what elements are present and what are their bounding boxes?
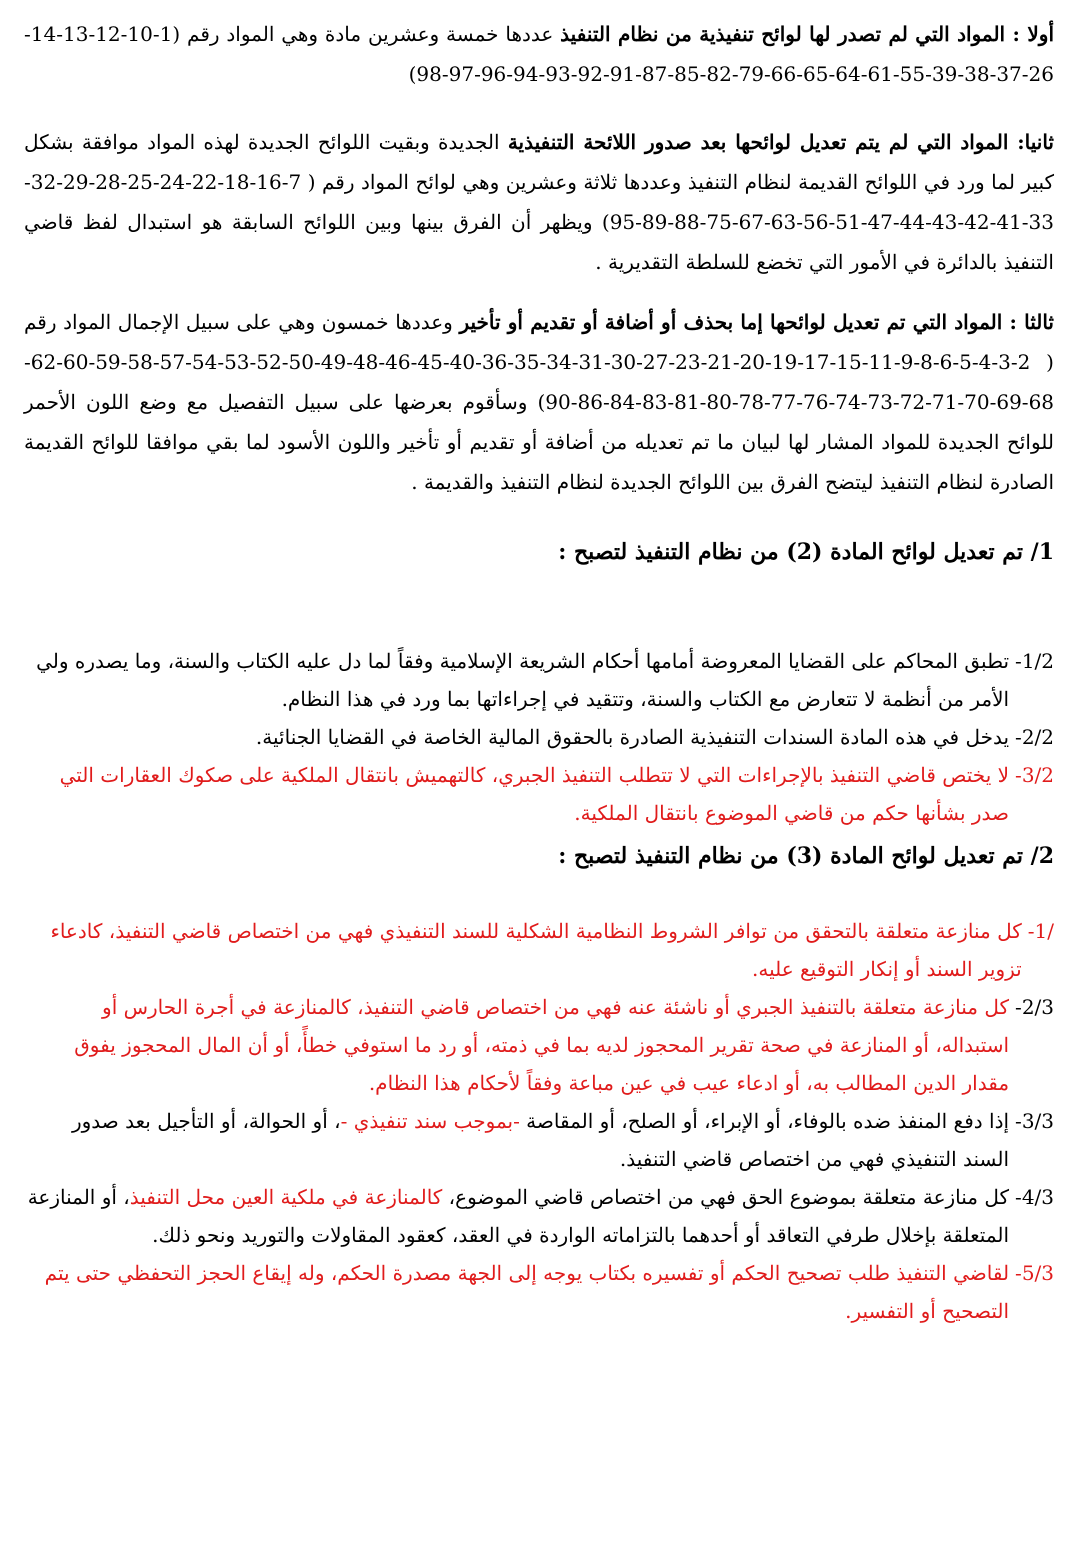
list-item-new: [24, 756, 1054, 832]
section2-paragraph: [24, 122, 1054, 282]
article2-heading: 1/ تم تعديل لوائح المادة (2) من نظام التنفيذ لتصبح :: [558, 539, 1054, 565]
item-number: 3/3-: [1015, 1109, 1054, 1133]
item-number: 3/2-: [1015, 763, 1054, 787]
list-item: [24, 1178, 1054, 1254]
list-item-new: [24, 912, 1054, 988]
section2-text: الجديدة وبقيت اللوائح الجديدة لهذه المواد موافقة بشكل كبير لما ورد في اللوائح القديمة لنظام التنفيذ وعددها ثلاثة وعشرين وهي لوائح المواد رقم ( 7-16-18-22-24-25-28-29-32-33-41-42-43-44-47-51-56-63-67-75-88-89-95) ويظهر أن الفرق بينها وبين اللوائح السابقة هو استبدال لفظ قاضي التنفيذ بالدائرة في الأمور التي تخضع للسلطة التقديرية .: [24, 130, 1054, 274]
section1-lead: أولا : المواد التي لم تصدر لها لوائح تنفيذية من نظام التنفيذ: [560, 22, 1054, 46]
item-number: 4/3-: [1015, 1185, 1054, 1209]
item-text-part: كل منازعة متعلقة بموضوع الحق فهي من اختصاص قاضي الموضوع،: [442, 1185, 1010, 1209]
list-item: [24, 1102, 1054, 1178]
section2-lead: ثانيا: المواد التي لم يتم تعديل لوائحها بعد صدور اللائحة التنفيذية: [507, 130, 1054, 154]
item-text-part: ، أو الحوالة، أو التأجيل بعد صدور السند التنفيذي فهي من اختصاص قاضي التنفيذ.: [71, 1109, 1010, 1171]
list-item: [24, 718, 1054, 756]
item-text-highlight: كالمنازعة في ملكية العين محل التنفيذ: [129, 1185, 443, 1209]
item-number: 5/3-: [1015, 1261, 1054, 1285]
section3-text: وعددها خمسون وهي على سبيل الإجمال المواد رقم ( 2-3-4-5-6-8-9-11-15-17-19-20-21-23-27-30-31-34-35-36-40-45-46-48-49-50-52-53-54-57-58-59-60-62-68-69-70-71-72-73-74-76-77-78-80-81-83-84-86-90) وسأقوم بعرضها على سبيل التفصيل مع وضع اللون الأحمر للوائح الجديدة للمواد المشار لها لبيان ما تم تعديله من أضافة أو تقديم أو تأخير واللون الأسود لما بقي موافقا للوائح القديمة الصادرة لنظام التنفيذ ليتضح الفرق بين اللوائح الجديدة لنظام التنفيذ والقديمة .: [24, 310, 1055, 494]
list-item-new: [24, 988, 1054, 1102]
item-number: 2/3-: [1015, 995, 1054, 1019]
list-item: [24, 642, 1054, 718]
section1-text: عددها خمسة وعشرين مادة وهي المواد رقم (1-10-12-13-14-26-37-38-39-55-61-64-65-66-79-82-85-87-91-92-93-94-96-97-98): [24, 22, 1054, 86]
article3-heading: 2/ تم تعديل لوائح المادة (3) من نظام التنفيذ لتصبح :: [558, 843, 1054, 869]
item-number: 2/2-: [1015, 725, 1054, 749]
item-text: تطبق المحاكم على القضايا المعروضة أمامها أحكام الشريعة الإسلامية وفقاً لما دل عليه الكتاب والسنة، وما يصدره ولي الأمر من أنظمة لا تتعارض مع الكتاب والسنة، وتتقيد في إجراءاتها بما ورد في هذا النظام.: [36, 649, 1010, 711]
item-text-part: إذا دفع المنفذ ضده بالوفاء، أو الإبراء، أو الصلح، أو المقاصة: [519, 1109, 1010, 1133]
item-text-part: ، أو المنازعة المتعلقة بإخلال طرفي التعاقد أو أحدهما بالتزاماته الواردة في العقد، كعقود المقاولات والتوريد ونحو ذلك.: [27, 1185, 1010, 1247]
section3-lead: ثالثا : المواد التي تم تعديل لوائحها إما بحذف أو أضافة أو تقديم أو تأخير: [459, 310, 1054, 334]
section3-paragraph: [24, 302, 1054, 502]
section1-paragraph: [24, 14, 1054, 94]
article3-list: [24, 912, 1054, 1330]
item-text: [24, 1178, 1009, 1254]
item-text-highlight: -بموجب سند تنفيذي -: [340, 1109, 520, 1133]
item-number: /1-: [1027, 919, 1054, 943]
item-text: يدخل في هذه المادة السندات التنفيذية الصادرة بالحقوق المالية الخاصة في القضايا الجنائية.: [255, 725, 1010, 749]
article2-list: [24, 642, 1054, 832]
item-text: لا يختص قاضي التنفيذ بالإجراءات التي لا تتطلب التنفيذ الجبري، كالتهميش بانتقال الملكية على صكوك العقارات التي صدر بشأنها حكم من قاضي الموضوع بانتقال الملكية.: [59, 763, 1010, 825]
item-number: 1/2-: [1015, 649, 1054, 673]
item-text: لقاضي التنفيذ طلب تصحيح الحكم أو تفسيره بكتاب يوجه إلى الجهة مصدرة الحكم، وله إيقاع الحجز التحفظي حتى يتم التصحيح أو التفسير.: [44, 1261, 1010, 1323]
list-item-new: [24, 1254, 1054, 1330]
item-text: كل منازعة متعلقة بالتحقق من توافر الشروط النظامية الشكلية للسند التنفيذي فهي من اختصاص قاضي التنفيذ، كادعاء تزوير السند أو إنكار التوقيع عليه.: [50, 919, 1022, 981]
item-text: [24, 1102, 1009, 1178]
item-text: كل منازعة متعلقة بالتنفيذ الجبري أو ناشئة عنه فهي من اختصاص قاضي التنفيذ، كالمنازعة في أجرة الحارس أو استبداله، أو المنازعة في صحة تقرير المحجوز لديه بما في ذمته، أو رد ما استوفي خطأً، أو أن المال المحجوز يفوق مقدار الدين المطالب به، أو ادعاء عيب في عين مباعة وفقاً لأحكام هذا النظام.: [74, 995, 1010, 1095]
